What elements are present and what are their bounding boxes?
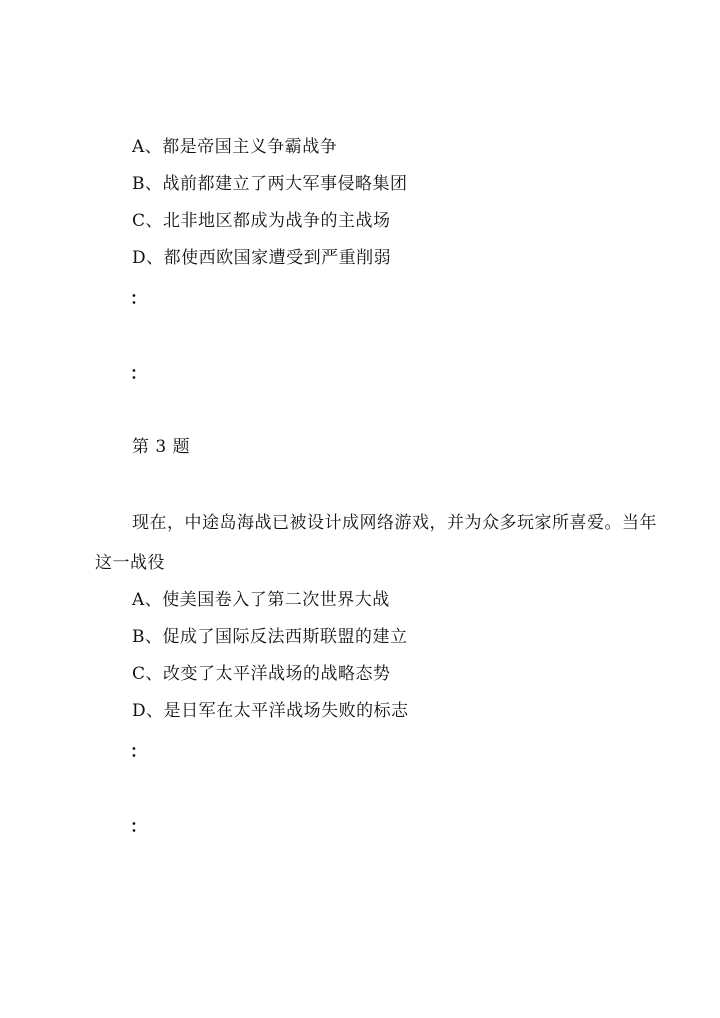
q3-stem-line2: 这一战役 (95, 553, 165, 573)
q2-option-a: A、都是帝国主义争霸战争 (132, 137, 338, 157)
q3-stem-line1: 现在，中途岛海战已被设计成网络游戏，并为众多玩家所喜爱。当年 (132, 513, 657, 533)
q3-option-a: A、使美国卷入了第二次世界大战 (132, 590, 390, 610)
q2-option-c: C、北非地区都成为战争的主战场 (132, 211, 391, 231)
q2-answer-colon: ： (130, 289, 147, 309)
q3-heading: 第 3 题 (132, 437, 191, 457)
q2-option-d: D、都使西欧国家遭受到严重削弱 (132, 248, 392, 268)
q3-option-c: C、改变了太平洋战场的战略态势 (132, 664, 391, 684)
q3-answer-colon: ： (130, 742, 147, 762)
q3-option-d: D、是日军在太平洋战场失败的标志 (132, 701, 409, 721)
q3-option-b: B、促成了国际反法西斯联盟的建立 (132, 627, 408, 647)
q2-analysis-colon: ： (130, 364, 147, 384)
q2-option-b: B、战前都建立了两大军事侵略集团 (132, 174, 408, 194)
q3-analysis-colon: ： (130, 817, 147, 837)
